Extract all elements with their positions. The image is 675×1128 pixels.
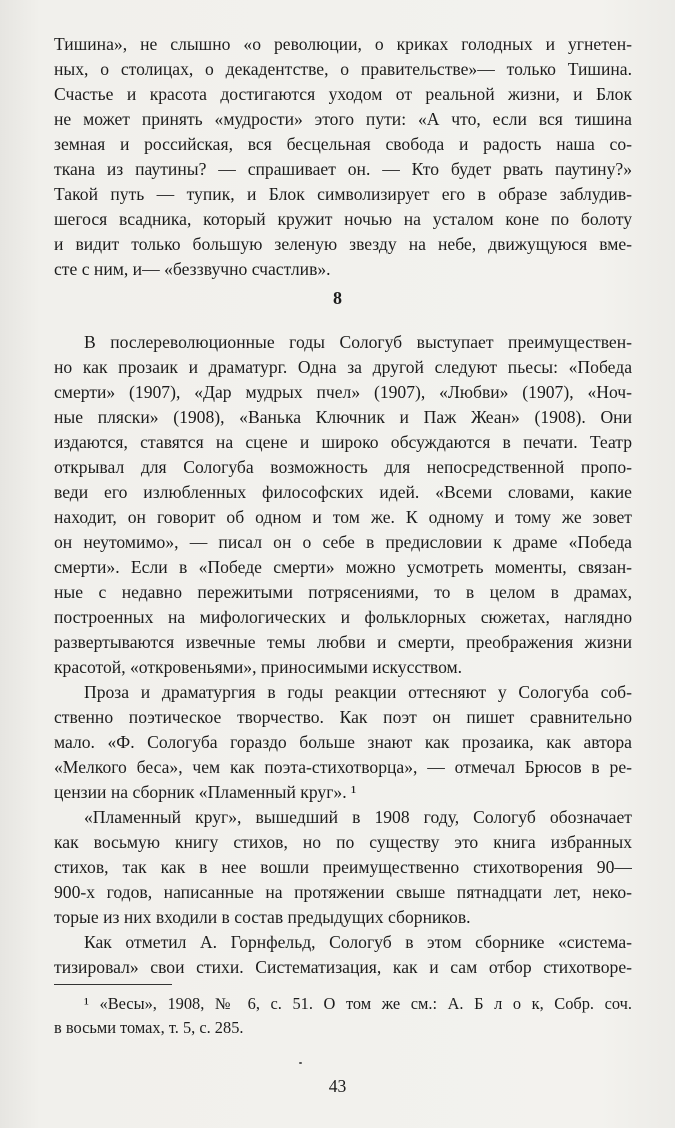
text-line: ные пляски» (1908), «Ванька Ключник и Паж Жеан» (1908). Они — [54, 407, 632, 427]
text-line: открывал для Сологуба возможность для непосредственной пропо- — [54, 457, 632, 477]
text-line: не может принять «мудрости» этого пути: «А что, если вся тишина — [54, 109, 632, 129]
text-line: сте с ним, и— «беззвучно счастлив». — [54, 259, 331, 279]
text-line: шегося всадника, который кружит ночью на усталом коне по болоту — [54, 209, 632, 229]
text-line: и видит только большую зеленую звезду на небе, движущуюся вме- — [54, 234, 632, 254]
text-line: ственно поэтическое творчество. Как поэт он пишет сравнительно — [54, 707, 632, 727]
text-line: но как прозаик и драматург. Одна за другой следуют пьесы: «Победа — [54, 357, 632, 377]
text-line: веди его излюбленных философских идей. «Всеми словами, какие — [54, 482, 632, 502]
text-line: земная и российская, вся бесцельная свобода и радость наша со- — [54, 134, 632, 154]
text-line: Проза и драматургия в годы реакции оттесняют у Сологуба соб- — [84, 682, 632, 702]
text-line: Тишина», не слышно «о революции, о криках голодных и угнетен- — [54, 34, 632, 54]
text-line: находит, он говорит об одном и том же. К одному и тому же зовет — [54, 507, 632, 527]
text-line: стихов, так как в нее вошли преимущественно стихотворения 90— — [54, 857, 632, 877]
text-line: смерти». Если в «Победе смерти» можно усмотреть моменты, связан- — [54, 557, 632, 577]
text-line: мало. «Ф. Сологуба гораздо больше знают как прозаика, как автора — [54, 732, 632, 752]
text-line: 900-х годов, написанные на протяжении свыше пятнадцати лет, неко- — [54, 882, 632, 902]
text-line: построенных на мифологических и фольклорных сюжетах, наглядно — [54, 607, 632, 627]
text-line: ткана из паутины? — спрашивает он. — Кто будет рвать паутину?» — [54, 159, 632, 179]
text-line: развертываются извечные темы любви и смерти, преображения жизни — [54, 632, 632, 652]
text-line: Такой путь — тупик, и Блок символизирует его в образе заблудив- — [54, 184, 632, 204]
text-line: «Мелкого беса», чем как поэта-стихотворца», — отмечал Брюсов в ре- — [54, 757, 632, 777]
footnote-line: в восьми томах, т. 5, с. 285. — [54, 1018, 244, 1037]
text-line: красотой, «откровеньями», приносимыми искусством. — [54, 657, 463, 677]
ink-dot — [299, 1062, 302, 1064]
text-line: смерти» (1907), «Дар мудрых пчел» (1907), «Любви» (1907), «Ноч- — [54, 382, 632, 402]
text-line: В послереволюционные годы Сологуб выступает преимуществен- — [84, 332, 632, 352]
text-line: цензии на сборник «Пламенный круг». ¹ — [54, 782, 357, 802]
section-number: 8 — [333, 288, 342, 308]
text-line: Как отметил А. Горнфельд, Сологуб в этом сборнике «система- — [84, 932, 632, 952]
text-line: ные с недавно пережитыми потрясениями, то в целом в драмах, — [54, 582, 632, 602]
footnote-line: ¹ «Весы», 1908, № 6, с. 51. О том же см.: А. Б л о к, Собр. соч. — [84, 994, 632, 1013]
page-number: 43 — [328, 1076, 347, 1096]
text-line: он неутомимо», — писал он о себе в предисловии к драме «Победа — [54, 532, 632, 552]
text-line: тизировал» свои стихи. Систематизация, как и сам отбор стихотворе- — [54, 957, 632, 977]
text-line: ных, о столицах, о декадентстве, о правительстве»— только Тишина. — [54, 59, 632, 79]
text-line: издаются, ставятся на сцене и широко обсуждаются в печати. Театр — [54, 432, 632, 452]
text-line: «Пламенный круг», вышедший в 1908 году, Сологуб обозначает — [84, 807, 632, 827]
text-line: Счастье и красота достигаются уходом от реальной жизни, и Блок — [54, 84, 632, 104]
text-line: как восьмую книгу стихов, но по существу это книга избранных — [54, 832, 632, 852]
text-line: торые из них входили в состав предыдущих сборников. — [54, 907, 471, 927]
footnote-rule — [54, 984, 172, 985]
